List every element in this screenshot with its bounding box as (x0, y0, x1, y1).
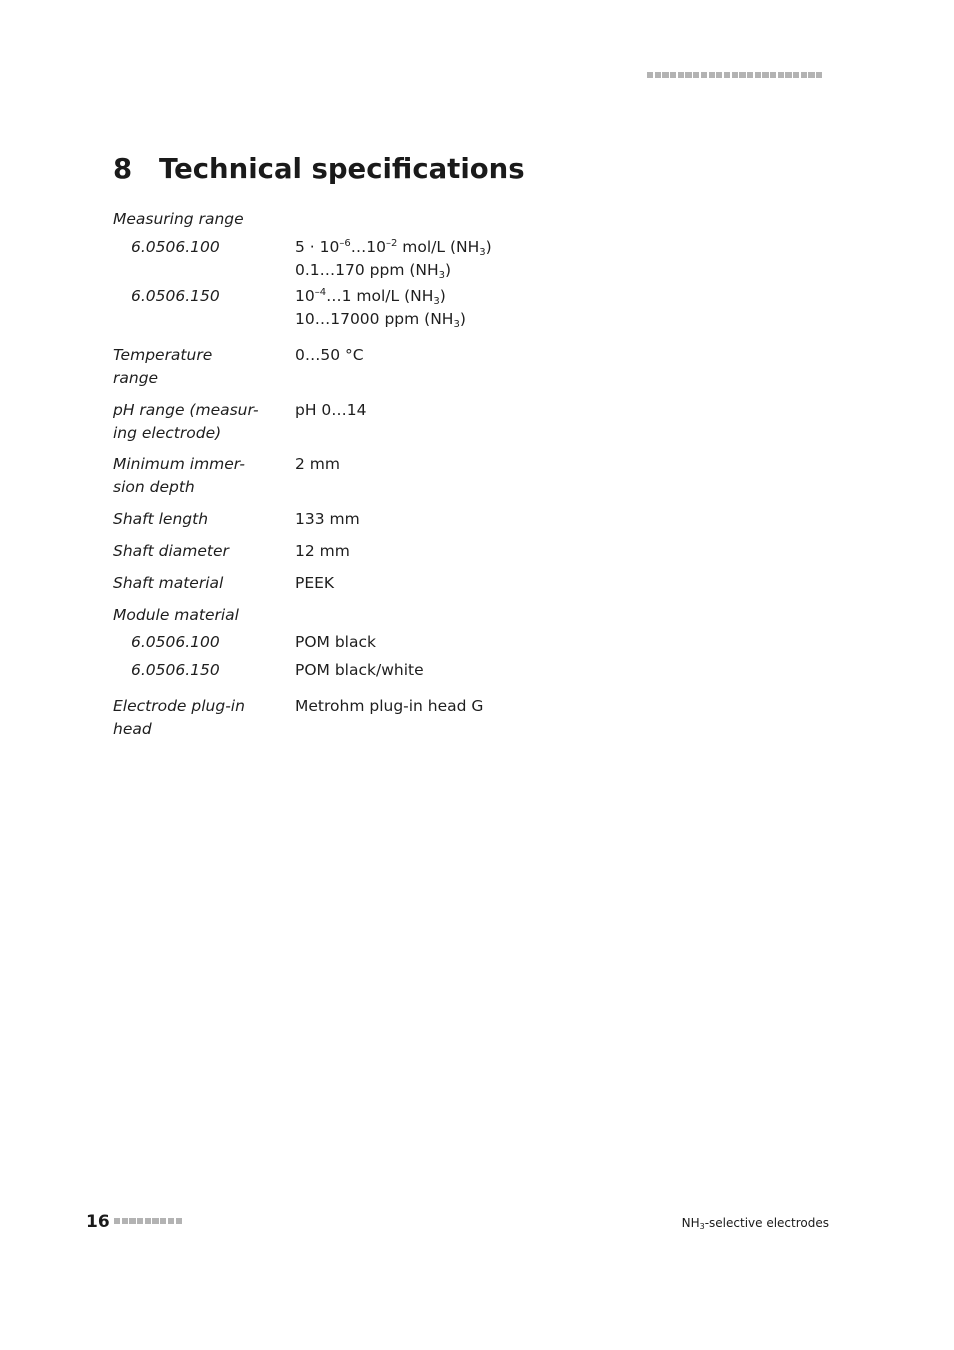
decoration-square (755, 72, 761, 78)
decoration-square (747, 72, 753, 78)
spec-value: pH 0…14 (295, 401, 367, 419)
decoration-square (145, 1218, 151, 1224)
chapter-heading (113, 150, 525, 188)
decoration-square (793, 72, 799, 78)
spec-value: 2 mm (295, 455, 340, 473)
spec-model-label: 6.0506.100 (131, 633, 220, 651)
decoration-square (168, 1218, 174, 1224)
decoration-square (160, 1218, 166, 1224)
decoration-square (816, 72, 822, 78)
spec-label: pH range (measur- ing electrode) (113, 401, 259, 442)
decoration-square (701, 72, 707, 78)
chapter-title: Technical specifications (159, 153, 525, 185)
decoration-square (137, 1218, 143, 1224)
decoration-square (709, 72, 715, 78)
chapter-number: 8 (113, 153, 133, 185)
decoration-square (778, 72, 784, 78)
decoration-square (662, 72, 668, 78)
decoration-square (114, 1218, 120, 1224)
spec-value: Metrohm plug-in head G (295, 697, 484, 715)
decoration-square (670, 72, 676, 78)
decoration-square (808, 72, 814, 78)
decoration-square (647, 72, 653, 78)
spec-value: 133 mm (295, 510, 360, 528)
spec-value: POM black (295, 633, 376, 651)
spec-value: $5 \cdot 10^{-6}\dots 10^{-2}$ mol/L (NH3) 0.1…170 ppm (NH3) (295, 238, 492, 281)
spec-value: PEEK (295, 574, 335, 592)
decoration-square (785, 72, 791, 78)
footer-decoration (114, 1218, 182, 1224)
decoration-square (152, 1218, 158, 1224)
decoration-square (801, 72, 807, 78)
decoration-square (176, 1218, 182, 1224)
decoration-square (129, 1218, 135, 1224)
header-decoration (647, 72, 822, 78)
decoration-square (122, 1218, 128, 1224)
decoration-square (732, 72, 738, 78)
decoration-square (739, 72, 745, 78)
spec-value: POM black/white (295, 661, 424, 679)
spec-model-label: 6.0506.150 (131, 287, 220, 305)
page-number: 16 (86, 1212, 110, 1232)
decoration-square (655, 72, 661, 78)
spec-label: Module material (113, 606, 239, 624)
footer-document-title: NH3-selective electrodes (681, 1216, 829, 1231)
spec-label: Shaft length (113, 510, 209, 528)
decoration-square (693, 72, 699, 78)
spec-model-label: 6.0506.150 (131, 661, 220, 679)
spec-model-label: 6.0506.100 (131, 238, 220, 256)
spec-label: Minimum immer- sion depth (113, 455, 245, 496)
spec-label: Shaft diameter (113, 542, 229, 560)
spec-value: $10^{-4}\dots 1$ mol/L (NH3) 10…17000 ppm (NH3) (295, 287, 466, 330)
decoration-square (770, 72, 776, 78)
spec-value: 0…50 °C (295, 346, 364, 364)
spec-value: 12 mm (295, 542, 350, 560)
decoration-square (762, 72, 768, 78)
decoration-square (716, 72, 722, 78)
spec-label: Shaft material (113, 574, 224, 592)
decoration-square (685, 72, 691, 78)
decoration-square (724, 72, 730, 78)
spec-label: Measuring range (113, 210, 244, 228)
decoration-square (678, 72, 684, 78)
spec-label: Electrode plug-in head (113, 697, 245, 738)
spec-label: Temperature range (113, 346, 213, 387)
